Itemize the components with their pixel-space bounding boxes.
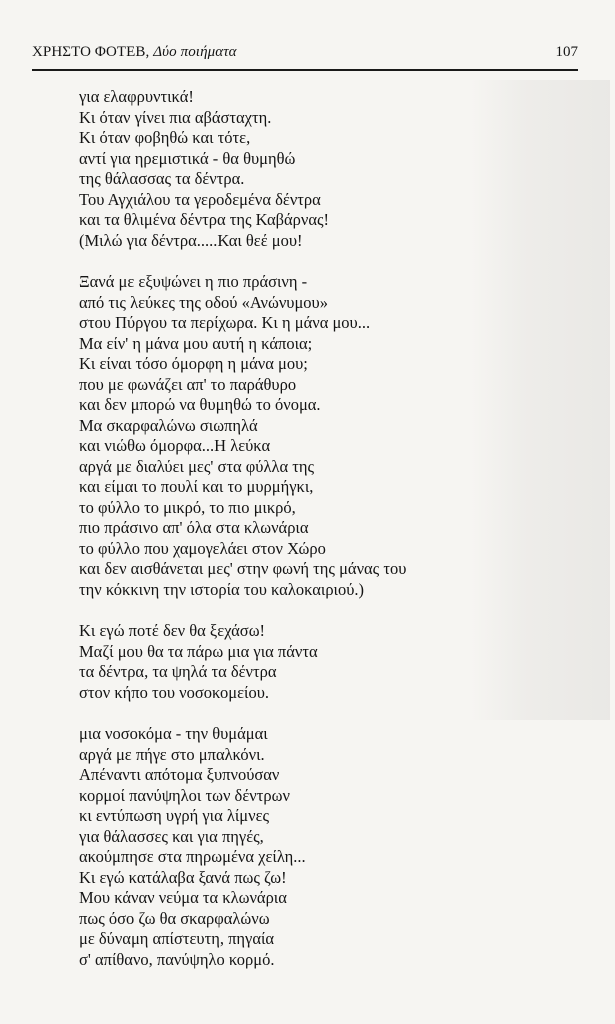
poem-line: και τα θλιμένα δέντρα της Καβάρνας! [79,210,329,229]
poem-line: αντί για ηρεμιστικά - θα θυμηθώ [79,148,296,168]
poem-line: τα δέντρα, τα ψηλά τα δέντρα [79,662,277,681]
poem-line: αργά με πήγε στο μπαλκόνι. [79,744,265,764]
poem-line: πιο πράσινο απ' όλα στα κλωνάρια [79,518,309,537]
poem-line: το φύλλο το μικρό, το πιο μικρό, [79,497,296,517]
poem-line: και είμαι το πουλί και το μυρμήγκι, [79,477,314,496]
author-name: ΧΡΗΣΤΟ ΦΟΤΕΒ, [32,44,150,60]
poem-line: Μαζί μου θα τα πάρω μια για πάντα [79,641,318,661]
poem-line: που με φωνάζει απ' το παράθυρο [79,374,297,394]
stanza [79,87,539,251]
poem-line: και δεν μπορώ να θυμηθώ το όνομα. [79,395,321,414]
poem-line: πως όσο ζω θα σκαρφαλώνω [79,908,270,928]
poem-line: Κι όταν φοβηθώ και τότε, [79,128,251,147]
poem-body [79,87,539,991]
poem-line: μια νοσοκόμα - την θυμάμαι [79,724,268,743]
poem-line: κι εντύπωση υγρή για λίμνες [79,806,270,825]
running-head [32,44,237,61]
poem-line: για ελαφρυντικά! [79,87,194,106]
stanza [79,724,539,970]
work-title: Δύο ποιήματα [153,44,237,60]
poem-line: της θάλασσας τα δέντρα. [79,169,245,188]
stanza [79,272,539,600]
poem-line: και δεν αισθάνεται μες' στην φωνή της μάνας του [79,559,407,578]
stanza [79,621,539,703]
poem-line: σ' απίθανο, πανύψηλο κορμό. [79,949,275,969]
poem-line: (Μιλώ για δέντρα.....Και θεέ μου! [79,230,303,250]
poem-line: στου Πύργου τα περίχωρα. Κι η μάνα μου... [79,313,371,332]
poem-line: Του Αγχιάλου τα γεροδεμένα δέντρα [79,189,321,209]
page-number: 107 [555,44,578,60]
poem-line: Απέναντι απότομα ξυπνούσαν [79,765,280,784]
poem-line: Κι εγώ κατάλαβα ξανά πως ζω! [79,867,287,887]
poem-line: Κι είναι τόσο όμορφη η μάνα μου; [79,354,308,373]
poem-line: Ξανά με εξυψώνει η πιο πράσινη - [79,272,308,291]
poem-line: κορμοί πανύψηλοι των δέντρων [79,785,290,805]
poem-line: από τις λεύκες της οδού «Ανώνυμου» [79,292,328,312]
poem-line: για θάλασσες και για πηγές, [79,826,264,846]
poem-line: και νιώθω όμορφα...Η λεύκα [79,436,271,455]
poem-line: στον κήπο του νοσοκομείου. [79,682,269,702]
header-rule [32,69,578,71]
poem-line: την κόκκινη την ιστορία του καλοκαιριού.) [79,579,365,599]
poem-line: Κι εγώ ποτέ δεν θα ξεχάσω! [79,621,266,640]
poem-line: ακούμπησε στα πηρωμένα χείλη... [79,847,306,866]
poem-line: Μα είν' η μάνα μου αυτή η κάποια; [79,333,313,353]
poem-line: με δύναμη απίστευτη, πηγαία [79,929,275,948]
poem-line: Μα σκαρφαλώνω σιωπηλά [79,415,258,435]
poem-line: το φύλλο που χαμογελάει στον Χώρο [79,538,326,558]
running-header [32,40,578,68]
poem-line: αργά με διαλύει μες' στα φύλλα της [79,456,315,476]
poem-line: Κι όταν γίνει πια αβάσταχτη. [79,107,272,127]
poem-line: Μου κάναν νεύμα τα κλωνάρια [79,888,287,907]
